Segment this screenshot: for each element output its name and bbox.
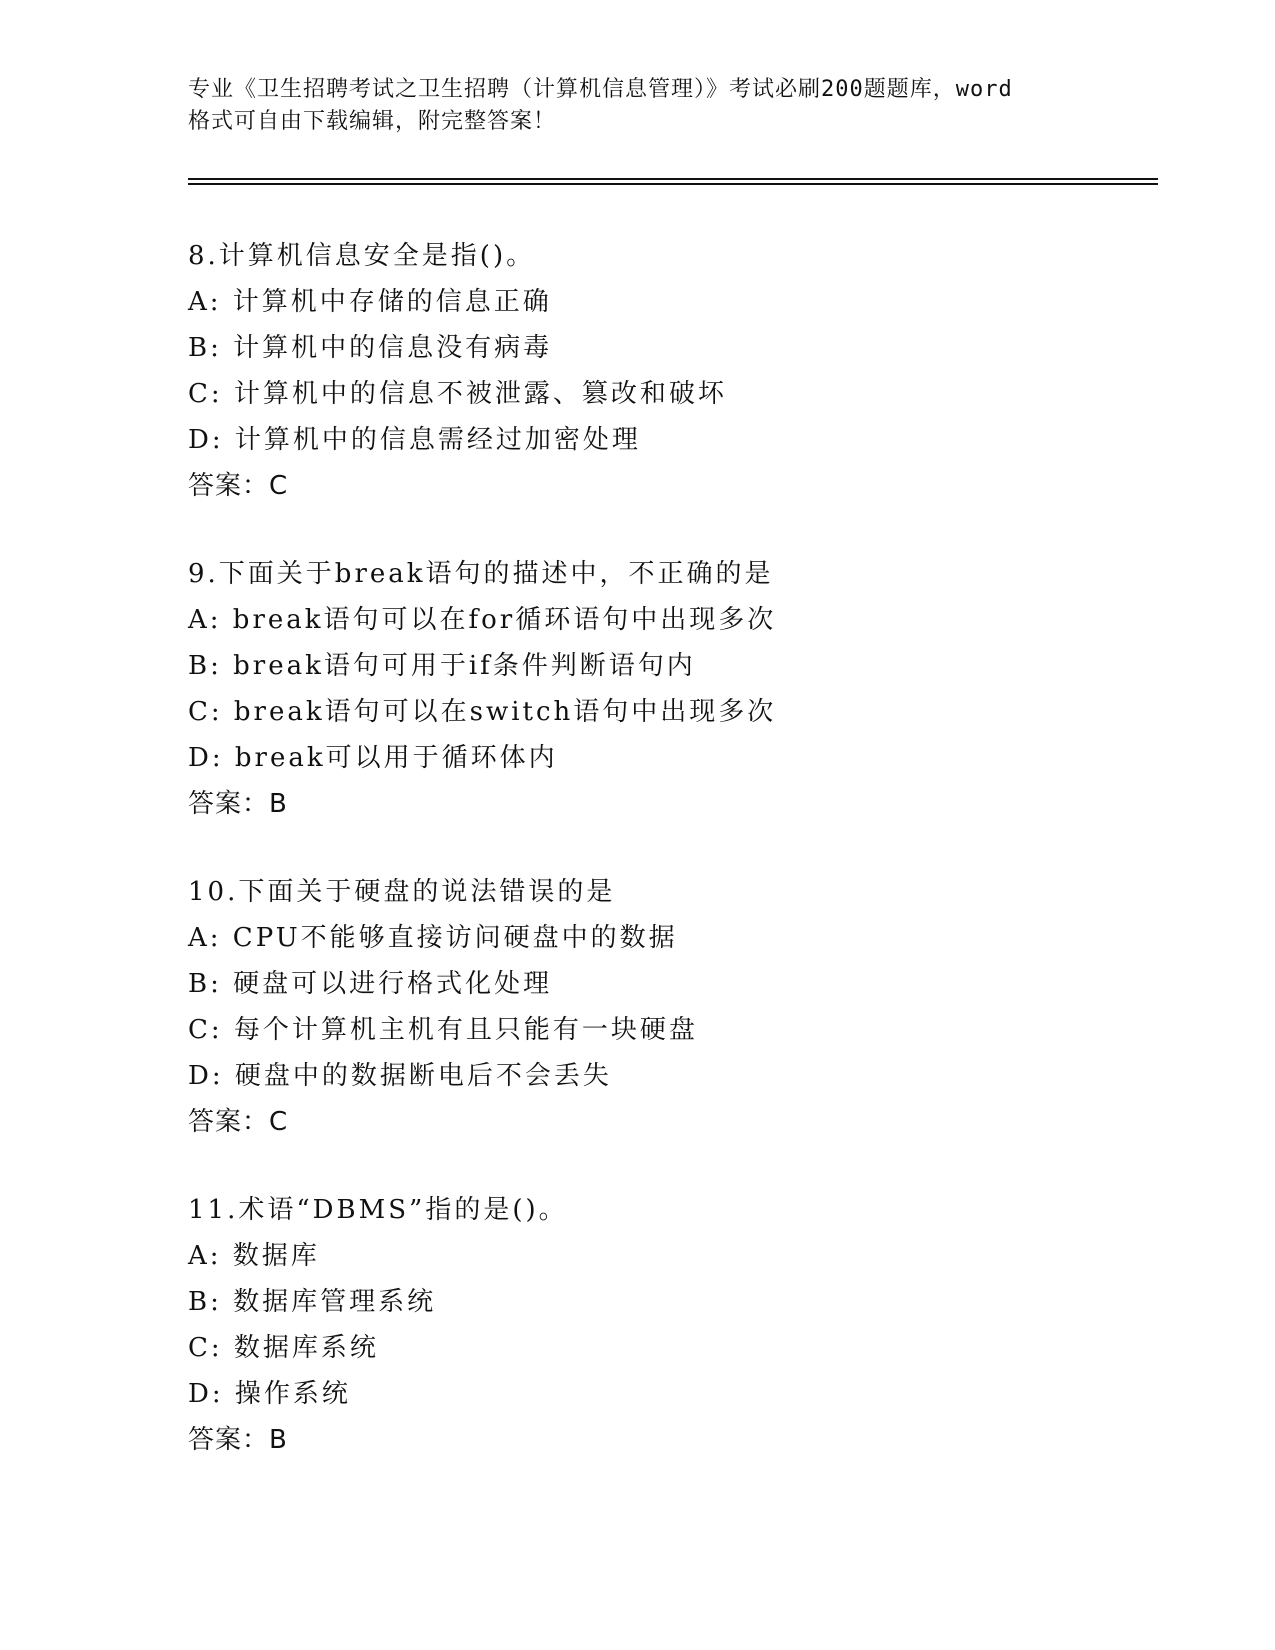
answer-key: 答案：C — [188, 471, 289, 501]
header-divider-bottom — [188, 183, 1158, 185]
option-d: D: 操作系统 — [188, 1379, 351, 1409]
question-stem: 11.术语“DBMS”指的是()。 — [188, 1195, 568, 1225]
header-title-line-2: 格式可自由下载编辑，附完整答案！ — [188, 109, 557, 134]
option-b: B: 计算机中的信息没有病毒 — [188, 333, 553, 363]
option-c: C: 计算机中的信息不被泄露、篡改和破坏 — [188, 379, 727, 409]
option-c: C: 每个计算机主机有且只能有一块硬盘 — [188, 1015, 698, 1045]
option-b: B: 硬盘可以进行格式化处理 — [188, 969, 553, 999]
answer-key: 答案：B — [188, 789, 288, 819]
question-stem: 9.下面关于break语句的描述中，不正确的是 — [188, 559, 774, 589]
question-stem: 8.计算机信息安全是指()。 — [188, 241, 536, 271]
option-a: A: break语句可以在for循环语句中出现多次 — [188, 605, 777, 635]
question-8 — [188, 233, 1188, 509]
option-d: D: 计算机中的信息需经过加密处理 — [188, 425, 641, 455]
question-11 — [188, 1187, 1188, 1463]
option-b: B: break语句可用于if条件判断语句内 — [188, 651, 696, 681]
option-c: C: break语句可以在switch语句中出现多次 — [188, 697, 777, 727]
question-list — [188, 233, 1188, 1505]
document-header — [188, 74, 1108, 138]
header-title-line-1: 专业《卫生招聘考试之卫生招聘（计算机信息管理）》考试必刷200题题库，word — [188, 77, 1013, 102]
question-stem: 10.下面关于硬盘的说法错误的是 — [188, 877, 616, 907]
option-d: D: 硬盘中的数据断电后不会丢失 — [188, 1061, 612, 1091]
answer-key: 答案：B — [188, 1425, 288, 1455]
option-a: A: CPU不能够直接访问硬盘中的数据 — [188, 923, 678, 953]
header-divider-top — [188, 178, 1158, 180]
option-d: D: break可以用于循环体内 — [188, 743, 558, 773]
option-a: A: 数据库 — [188, 1241, 320, 1271]
question-9 — [188, 551, 1188, 827]
answer-key: 答案：C — [188, 1107, 289, 1137]
question-10 — [188, 869, 1188, 1145]
option-c: C: 数据库系统 — [188, 1333, 379, 1363]
option-a: A: 计算机中存储的信息正确 — [188, 287, 552, 317]
option-b: B: 数据库管理系统 — [188, 1287, 437, 1317]
